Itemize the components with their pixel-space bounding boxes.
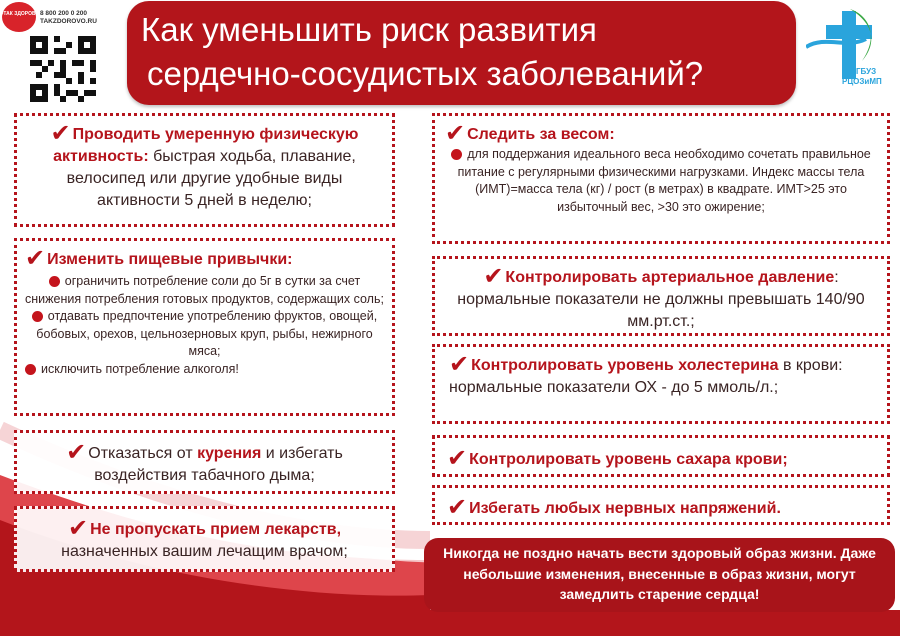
smoking-bold: курения <box>197 445 262 462</box>
brand-badge <box>2 2 36 32</box>
stress-heading: Избегать любых нервных напряжений. <box>469 500 781 517</box>
bullet-icon <box>451 149 462 160</box>
pressure-text: : нормальные показатели не должны превышать 140/90 мм.рт.ст.; <box>457 269 865 330</box>
weight-text: для поддержания идеального веса необходимо сочетать правильное питание с регулярными физическими нагрузками. Индекс массы тела (ИМТ)=масса тела (кг) / рост (в метрах) в квадрате. ИМТ>25 это избыточный вес, >30 это ожирение; <box>457 147 871 214</box>
activity-heading-tail: активность: <box>53 148 149 165</box>
logo-text-2: РЦОЗиМП <box>842 77 882 86</box>
tip-physical-activity <box>14 113 395 227</box>
bullet-icon <box>25 364 36 375</box>
activity-heading: Проводить умеренную физическую <box>72 126 359 143</box>
hotline-site: TAKZDOROVO.RU <box>40 18 97 25</box>
tip-smoking <box>14 430 395 494</box>
diet-item: исключить потребление алкоголя! <box>25 361 384 379</box>
cross-logo-icon <box>806 5 894 101</box>
org-logo <box>806 5 894 101</box>
checkmark-icon: ✔ <box>25 245 46 272</box>
page-title <box>127 1 796 105</box>
tip-eating-habits <box>14 238 395 416</box>
qr-code[interactable] <box>30 36 96 102</box>
pressure-heading: Контролировать артериальное давление <box>505 269 835 286</box>
title-line-2: сердечно-сосудистых заболеваний? <box>147 55 704 92</box>
tip-blood-pressure <box>432 256 890 336</box>
checkmark-icon: ✔ <box>447 494 468 521</box>
hotline-phone: 8 800 200 0 200 <box>40 10 87 17</box>
checkmark-icon: ✔ <box>447 445 468 472</box>
tip-weight <box>432 113 890 244</box>
final-note: Никогда не поздно начать вести здоровый образ жизни. Даже небольшие изменения, внесенные в образ жизни, могут замедлить старение сердца! <box>424 538 895 612</box>
bullet-icon <box>49 276 60 287</box>
checkmark-icon: ✔ <box>66 439 87 466</box>
logo-text-1: ГБУЗ <box>856 67 877 76</box>
tip-cholesterol <box>432 344 890 424</box>
cholesterol-heading: Контролировать уровень холестерина <box>471 357 779 374</box>
diet-heading: Изменить пищевые привычки: <box>47 251 293 268</box>
tip-stress <box>432 485 890 525</box>
brand-badge-text: #ТАК ЗДОРОВО <box>0 11 40 17</box>
meds-text: назначенных вашим лечащим врачом; <box>61 543 348 560</box>
checkmark-icon: ✔ <box>50 120 71 147</box>
tip-medication <box>14 506 395 572</box>
meds-heading: Не пропускать прием лекарств, <box>90 521 342 538</box>
checkmark-icon: ✔ <box>445 120 466 147</box>
title-line-1: Как уменьшить риск развития <box>141 11 597 48</box>
weight-heading: Следить за весом: <box>467 126 615 143</box>
tip-blood-sugar <box>432 435 890 477</box>
sugar-heading: Контролировать уровень сахара крови; <box>469 451 788 468</box>
checkmark-icon: ✔ <box>483 263 504 290</box>
smoking-pre: Отказаться от <box>88 445 198 462</box>
diet-item: ограничить потребление соли до 5г в сутки за счет снижения потребления готовых продуктов, содержащих соль; <box>25 274 384 306</box>
smoking-post: и избегать воздействия табачного дыма; <box>94 445 343 484</box>
bullet-icon <box>32 311 43 322</box>
cholesterol-text: в крови: нормальные показатели ОХ - до 5 ммоль/л.; <box>449 357 843 396</box>
activity-text: быстрая ходьба, плавание, велосипед или другие удобные виды активности 5 дней в неделю; <box>66 148 356 209</box>
checkmark-icon: ✔ <box>67 515 89 542</box>
checkmark-icon: ✔ <box>449 351 470 378</box>
diet-item: отдавать предпочтение употреблению фруктов, овощей, бобовых, орехов, цельнозерновых круп, рыбы, нежирного мяса; <box>25 308 384 361</box>
